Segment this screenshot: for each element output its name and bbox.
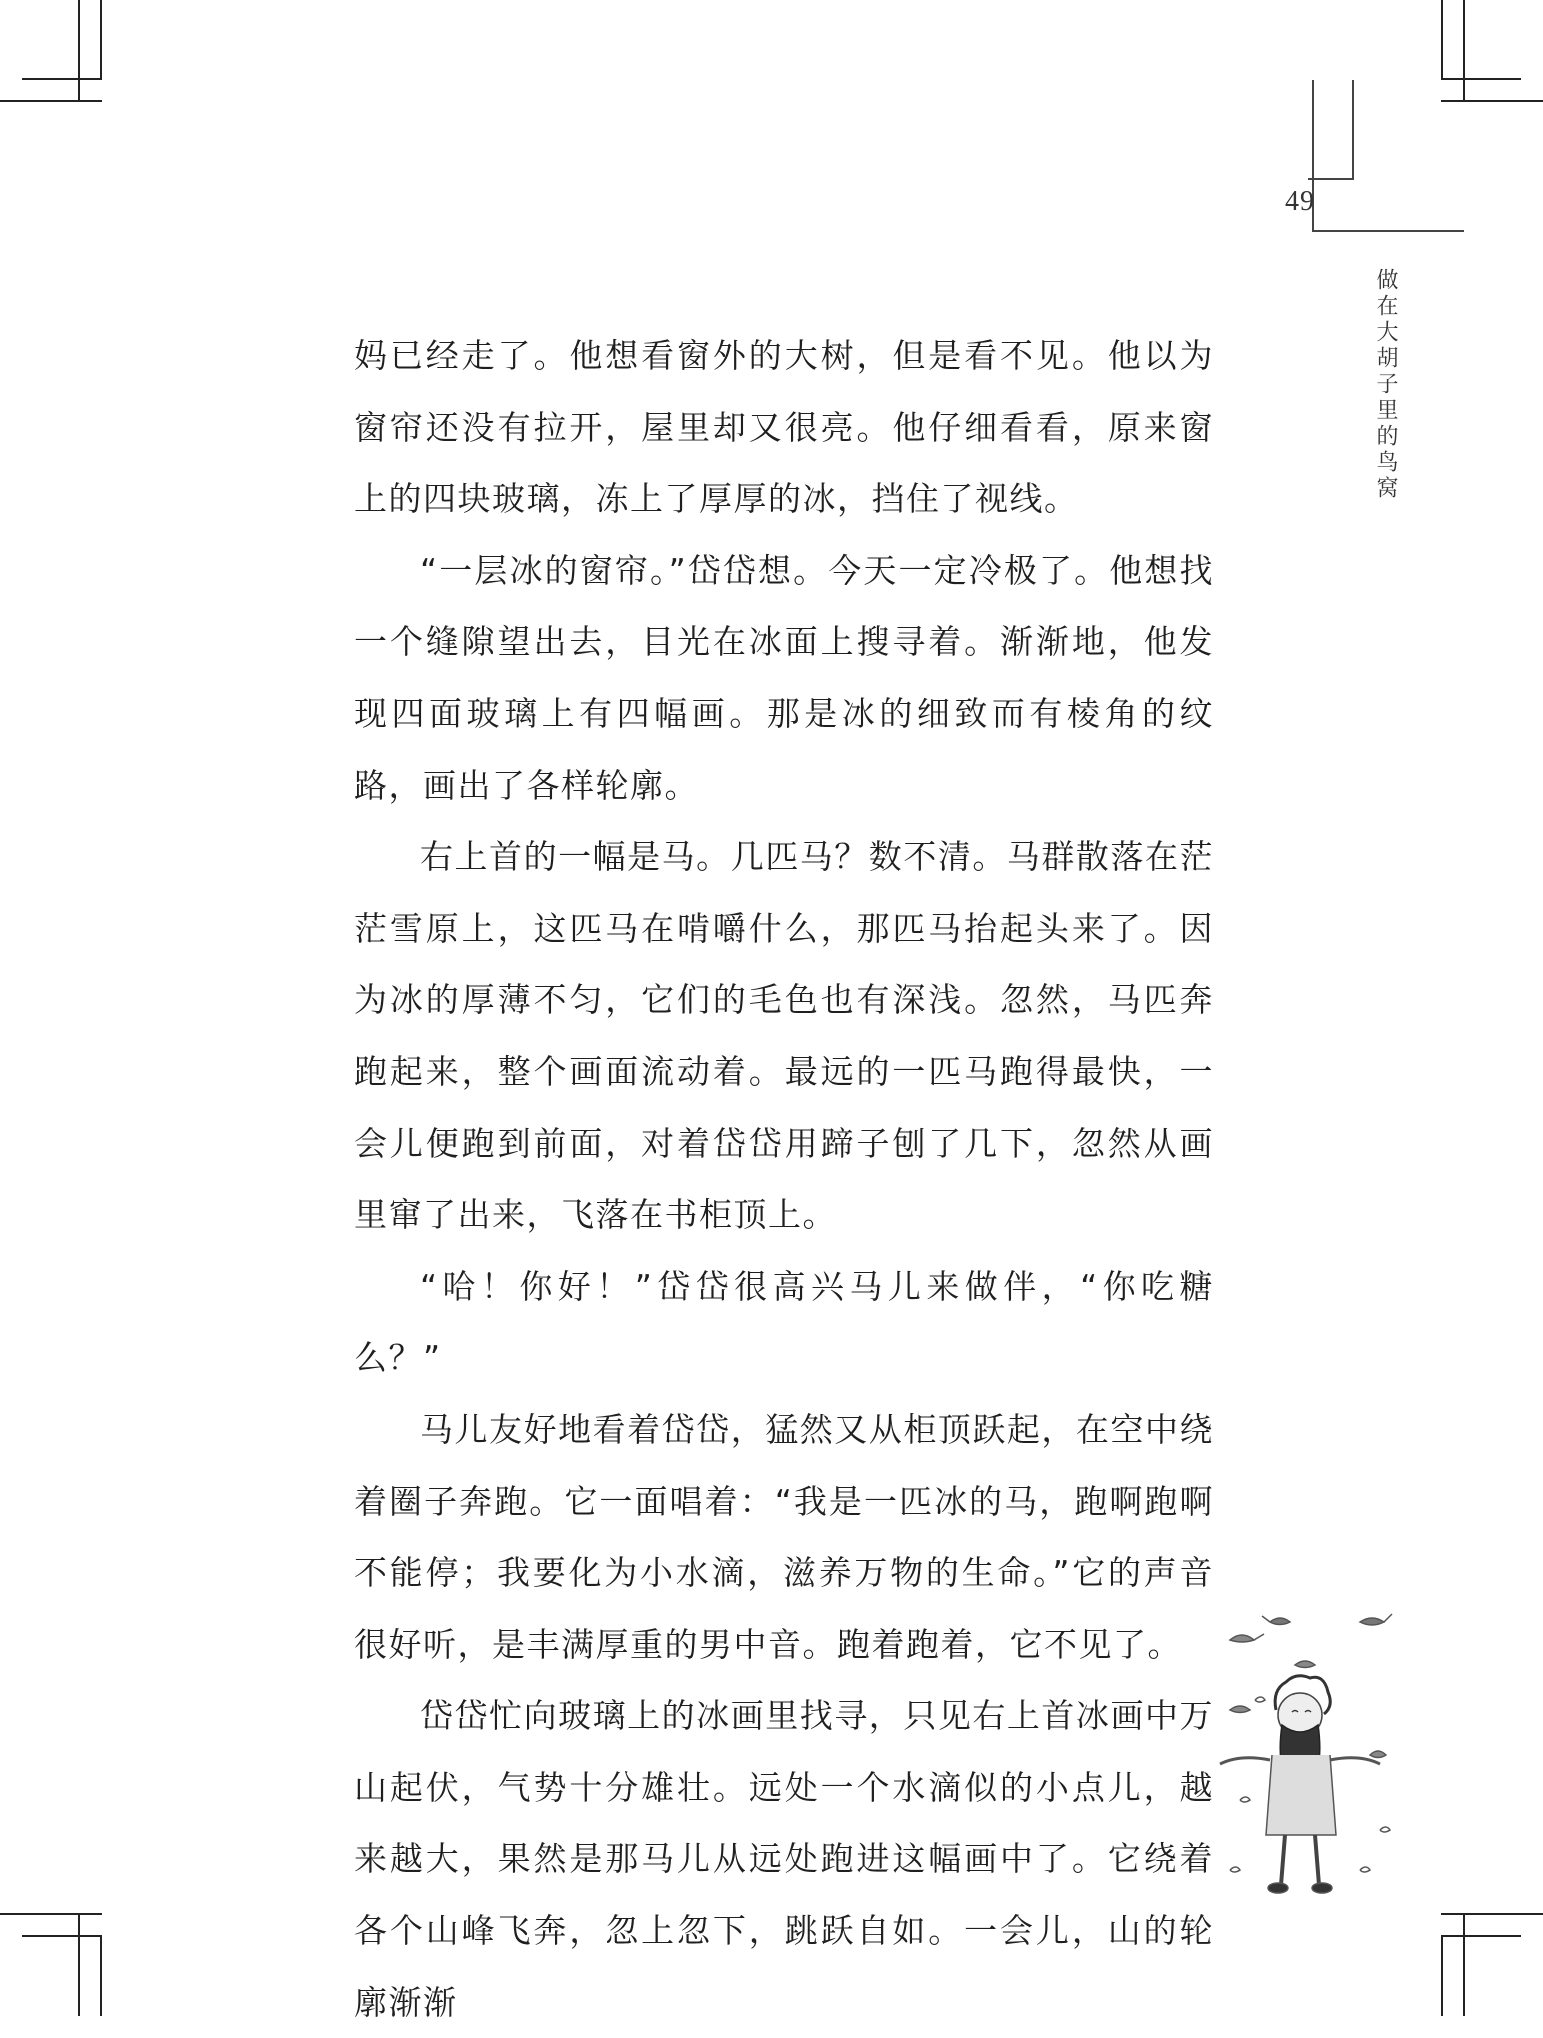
page-number: 49: [1285, 186, 1315, 217]
crop-mark-top-right-v2: [1463, 0, 1465, 102]
crop-mark-top-right-v: [1441, 0, 1443, 80]
header-rule-horizontal: [1312, 230, 1464, 232]
crop-mark-bottom-right-v: [1463, 1913, 1465, 2016]
paragraph: 岱岱忙向玻璃上的冰画里找寻，只见右上首冰画中万山起伏，气势十分雄壮。远处一个水滴似的小点儿，越来越大，果然是那马儿从远处跑进这幅画中了。它绕着各个山峰飞奔，忽上忽下，跳跃自如。一会儿，山的轮廓渐渐: [354, 1696, 1214, 2022]
header-rule-vertical-short: [1352, 80, 1354, 180]
crop-mark-top-left-v2: [78, 0, 80, 100]
body-text: [354, 320, 1214, 2038]
crop-mark-bottom-left-h2: [22, 1935, 102, 1937]
crop-mark-bottom-left-h: [0, 1913, 102, 1915]
header-rule-horizontal-short: [1308, 178, 1354, 180]
paragraph: 右上首的一幅是马。几匹马？数不清。马群散落在茫茫雪原上，这匹马在啃嚼什么，那匹马抬起头来了。因为冰的厚薄不匀，它们的毛色也有深浅。忽然，马匹奔跑起来，整个画面流动着。最远的一匹马跑得最快，一会儿便跑到前面，对着岱岱用蹄子刨了几下，忽然从画里窜了出来，飞落在书柜顶上。: [354, 837, 1214, 1235]
bird-icon: [1230, 1634, 1264, 1642]
crop-mark-bottom-left-v: [78, 1913, 80, 2016]
bird-icon: [1295, 1661, 1315, 1668]
bearded-man-birds-illustration: [1210, 1610, 1510, 1920]
crop-mark-top-left-h2: [0, 100, 102, 102]
paragraph: “一层冰的窗帘。”岱岱想。今天一定冷极了。他想找一个缝隙望出去，目光在冰面上搜寻着。渐渐地，他发现四面玻璃上有四幅画。那是冰的细致而有棱角的纹路，画出了各样轮廓。: [354, 550, 1214, 805]
crop-mark-top-left-h: [22, 78, 102, 80]
paragraph: 妈已经走了。他想看窗外的大树，但是看不见。他以为窗帘还没有拉开，屋里却又很亮。他仔细看看，原来窗上的四块玻璃，冻上了厚厚的冰，挡住了视线。: [354, 336, 1214, 519]
crop-mark-top-right-h2: [1441, 100, 1543, 102]
crop-mark-top-left-v: [100, 0, 102, 80]
bird-icon: [1230, 1706, 1250, 1713]
bird-icon: [1262, 1616, 1290, 1625]
crop-mark-top-right-h: [1441, 78, 1521, 80]
crop-mark-bottom-right-v2: [1441, 1935, 1443, 2016]
paragraph: 马儿友好地看着岱岱，猛然又从柜顶跃起，在空中绕着圈子奔跑。它一面唱着：“我是一匹冰的马，跑啊跑啊不能停；我要化为小水滴，滋养万物的生命。”它的声音很好听，是丰满厚重的男中音。跑着跑着，它不见了。: [354, 1409, 1214, 1664]
bird-icon: [1360, 1614, 1392, 1625]
crop-mark-bottom-right-h2: [1441, 1935, 1521, 1937]
crop-mark-bottom-left-v2: [100, 1935, 102, 2016]
running-title: 做在大胡子里的鸟窝: [1373, 268, 1398, 502]
paragraph: “哈！你好！”岱岱很高兴马儿来做伴，“你吃糖么？”: [354, 1266, 1214, 1378]
